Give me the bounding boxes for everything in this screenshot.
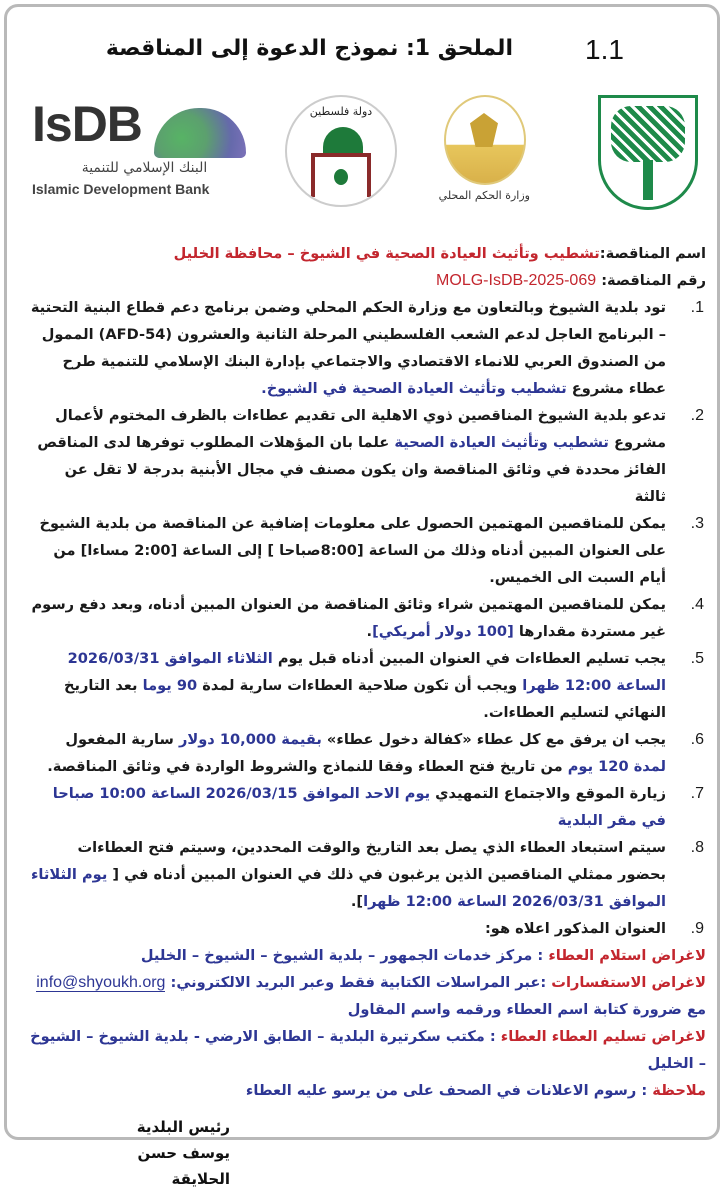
tree-icon (334, 169, 348, 185)
item-text: سارية المفعول (65, 731, 179, 748)
address-block (30, 942, 706, 1104)
isdb-globe-icon (154, 108, 246, 158)
item-text: زيارة الموقع والاجتماع التمهيدي (430, 785, 666, 802)
list-item (30, 294, 706, 402)
item-text: ويجب أن تكون صلاحية العطاءات سارية لمدة (197, 677, 523, 694)
address-value: : رسوم الاعلانات في الصحف على من يرسو عليه العطاء (245, 1082, 653, 1099)
highlighted-text: لمدة 120 يوم (567, 758, 666, 775)
item-number: 4. (690, 596, 704, 613)
isdb-logo (32, 96, 262, 202)
item-number: 3. (690, 515, 704, 532)
item-text: تود بلدية الشيوخ وبالتعاون مع وزارة الحكم المحلي وضمن برنامج دعم قطاع البنية التحتية – البرنامج العاجل لدعم الشعب الفلسطيني المرحلة الثانية والعشرون (AFD-54) الممول من الصندوق العربي للانماء الاقتصادي والاجتماعي بإدارة البنك الإسلامي للتنمية طرح عطاء مشروع (30, 299, 666, 397)
item-text: ]. (350, 893, 364, 910)
tender-name-value: تشطيب وتأثيث العيادة الصحية في الشيوخ – محافظة الخليل (173, 245, 600, 262)
item-number: 6. (690, 731, 704, 748)
item-text: العنوان المذكور اعلاه هو: (484, 920, 666, 937)
tender-number-value: MOLG-IsDB-2025-069 (436, 272, 597, 289)
title-row (0, 34, 728, 74)
isdb-logo-english: Islamic Development Bank (32, 181, 210, 197)
tender-name-line (30, 240, 706, 267)
item-text: من تاريخ فتح العطاء وفقا للنماذج والشروط الواردة في وثائق المناقصة. (47, 758, 568, 775)
list-item (30, 645, 706, 726)
item-text: . (366, 623, 373, 640)
molg-logo-caption: وزارة الحكم المحلي (438, 189, 530, 202)
address-value: : مكتب سكرتيرة البلدية – الطابق الارضي - بلدية الشيوخ – الشيوخ – الخليل (30, 1028, 706, 1072)
highlighted-text: يوم الثلاثاء الموافق 2026/03/31 الساعة 12:00 ظهرا (30, 866, 666, 910)
highlighted-text: بقيمة 10,000 دولار (178, 731, 322, 748)
highlighted-text: 90 يوما (142, 677, 198, 694)
address-line (30, 1023, 706, 1077)
item-text: يمكن للمناقصين المهتمين شراء وثائق المناقصة من العنوان المبين أدناه، وبعد دفع رسوم غير مستردة مقدارها (31, 596, 666, 640)
tender-name-label: اسم المناقصة: (599, 245, 706, 262)
signature-name: يوسف حسن الحلايقة (137, 1144, 230, 1188)
page-title: الملحق 1: نموذج الدعوة إلى المناقصة (105, 36, 513, 61)
highlighted-text: تشطيب وتأثيث العيادة الصحية في الشيوخ. (261, 380, 567, 397)
list-item (30, 834, 706, 915)
item-number: 1. (690, 299, 704, 316)
item-text: يجب تسليم العطاءات في العنوان المبين أدناه قبل يوم (272, 650, 666, 667)
highlighted-text: الثلاثاء الموافق 2026/03/31 الساعة 12:00 ظهرا (67, 650, 666, 694)
isdb-logo-abbr: IsDB (32, 96, 142, 152)
isdb-logo-arabic: البنك الإسلامي للتنمية (81, 160, 208, 176)
tender-content (30, 240, 706, 1192)
address-value: :عبر المراسلات الكتابية فقط وعبر البريد الالكتروني: (165, 974, 552, 991)
highlighted-text: [100 دولار أمريكي] (372, 623, 514, 640)
item-number: 9. (690, 920, 704, 937)
item-number: 5. (690, 650, 704, 667)
tender-number-label: رقم المناقصة: (596, 272, 706, 289)
address-line (30, 942, 706, 969)
logos-row (0, 90, 728, 215)
section-number: 1.1 (585, 34, 624, 65)
item-number: 8. (690, 839, 704, 856)
address-line (30, 996, 706, 1023)
item-text: بعد التاريخ النهائي لتسليم العطاءات. (63, 677, 666, 721)
shyoukh-municipality-logo (598, 95, 698, 210)
item-number: 2. (690, 407, 704, 424)
address-label: لاغراض استلام العطاء (548, 947, 706, 964)
address-line (30, 1077, 706, 1104)
dome-icon (323, 127, 363, 153)
highlighted-text: تشطيب وتأثيث العيادة الصحية (394, 434, 609, 451)
address-value: : مركز خدمات الجمهور – بلدية الشيوخ – الشيوخ – الخليل (140, 947, 549, 964)
item-text: سيتم استبعاد العطاء الذي يصل بعد التاريخ والوقت المحددين، وسيتم فتح العطاءات بحضور ممثلي المناقصين الذين يرغبون في ذلك في العنوان المبين أدناه في [ (77, 839, 666, 883)
signature-title: رئيس البلدية (136, 1118, 230, 1136)
list-item (30, 780, 706, 834)
item-number: 7. (690, 785, 704, 802)
signature-block (80, 1114, 230, 1192)
item-text: علما بان المؤهلات المطلوب توفرها لدى المناقص الفائز محددة في وثائق المناقصة وان يكون مصنف في مجال الأبنية بدرجة لا تقل عن ثالثة (37, 434, 666, 505)
list-item (30, 402, 706, 510)
state-of-palestine-logo (285, 95, 397, 207)
address-value: مع ضرورة كتابة اسم العطاء ورقمه واسم المقاول (347, 1001, 706, 1018)
tender-number-line (30, 267, 706, 294)
address-label: لاغراض الاستفسارات (551, 974, 706, 991)
item-text: تدعو بلدية الشيوخ المناقصين ذوي الاهلية الى تقديم عطاءات بالظرف المختوم لأعمال مشروع (55, 407, 666, 451)
tender-items-list (30, 294, 706, 942)
ministry-of-local-government-logo (440, 95, 530, 207)
item-text: يمكن للمناقصين المهتمين الحصول على معلومات إضافية عن المناقصة من بلدية الشيوخ على العنوان المبين أدناه وذلك من الساعة [8:00صباحا ] إلى الساعة [2:00 مساءا] من أيام السبت الى الخميس. (39, 515, 666, 586)
address-label: ملاحظة (652, 1082, 706, 1099)
list-item (30, 591, 706, 645)
list-item (30, 510, 706, 591)
list-item (30, 726, 706, 780)
item-text: يجب ان يرفق مع كل عطاء «كفالة دخول عطاء» (321, 731, 666, 748)
address-label: لاغراض تسليم العطاء العطاء (500, 1028, 706, 1045)
address-line (30, 969, 706, 996)
tree-trunk-icon (643, 160, 653, 200)
email-link[interactable]: info@shyoukh.org (36, 974, 166, 991)
list-item (30, 915, 706, 942)
highlighted-text: يوم الاحد الموافق 2026/03/15 الساعة 10:00 صباحا في مقر البلدية (52, 785, 666, 829)
tree-canopy-icon (611, 106, 685, 162)
palestine-logo-caption: دولة فلسطين (309, 105, 373, 118)
